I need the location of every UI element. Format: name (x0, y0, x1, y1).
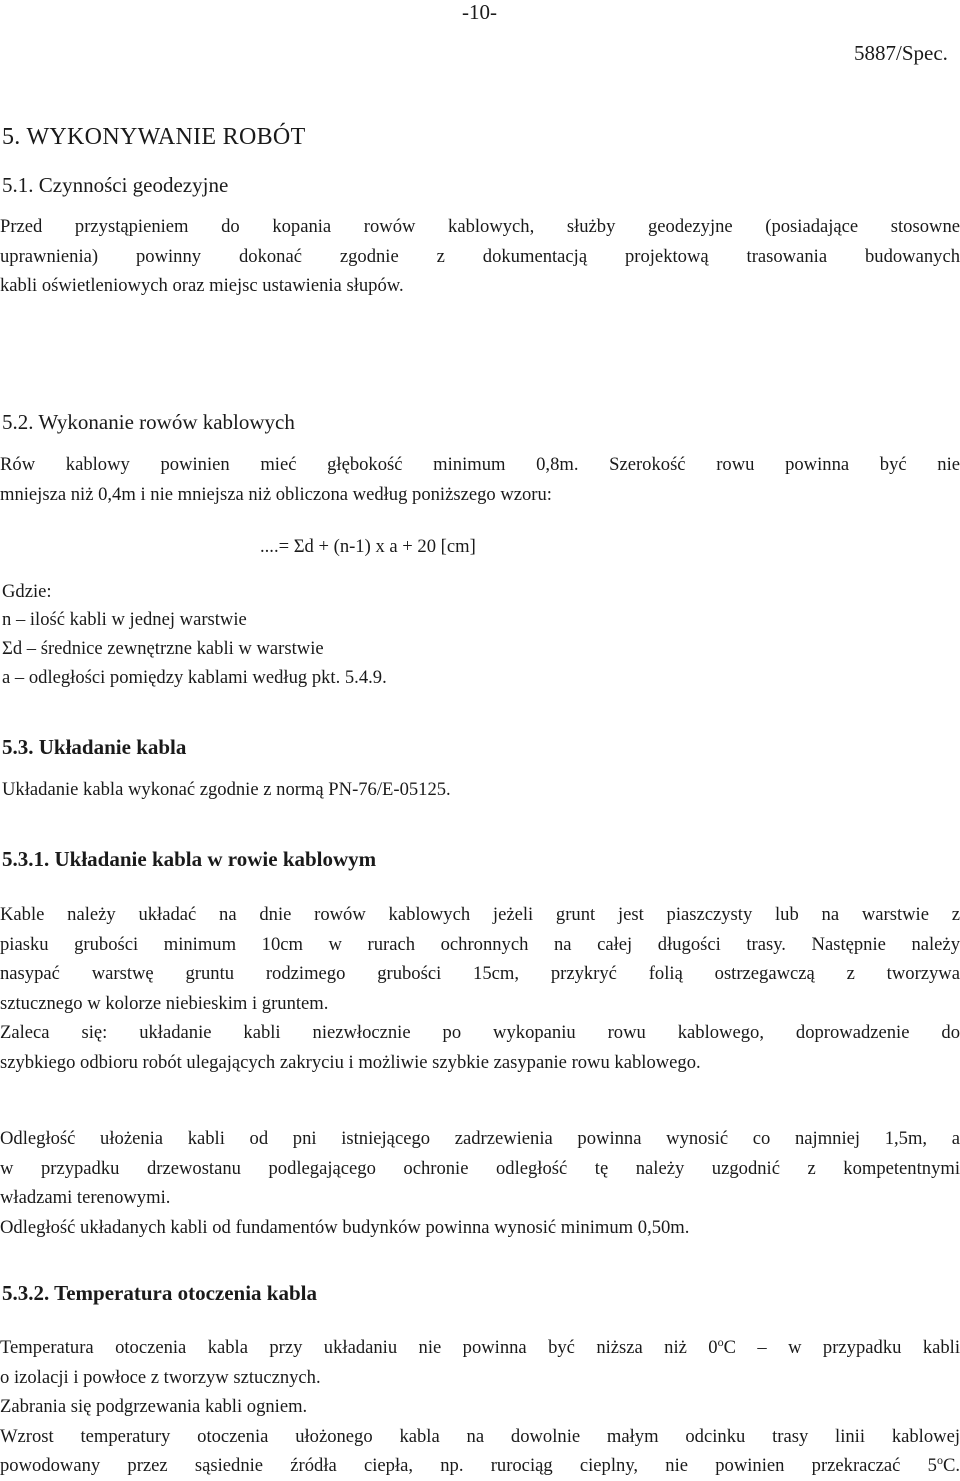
section-5-3-2-paragraph (0, 1333, 960, 1481)
text-line: szybkiego odbioru robót ulegających zakryciu i możliwie szybkie zasypanie rowu kablowego. (0, 1051, 701, 1073)
text-line (0, 1451, 960, 1481)
section-5-3-heading: 5.3. Układanie kabla (2, 735, 187, 759)
section-5-3-1-heading: 5.3.1. Układanie kabla w rowie kablowym (2, 847, 377, 871)
text-line (0, 1333, 960, 1363)
spec-code: 5887/Spec. (854, 41, 948, 65)
text-line: Odległość ułożenia kabli od pni istniejącego zadrzewienia powinna wynosić co najmniej 1,5m, a (0, 1128, 960, 1149)
text-line: w przypadku drzewostanu podlegającego ochronie odległość tę należy uzgodnić z kompetentnymi (0, 1157, 960, 1179)
text-line: o izolacji i powłoce z tworzyw sztucznych. (0, 1366, 321, 1388)
legend-item: n – ilość kabli w jednej warstwie (2, 609, 247, 630)
text-line: Kable należy układać na dnie rowów kablowych jeżeli grunt jest piaszczysty lub na warstwie z (0, 904, 960, 925)
section-5-3-1-paragraph-3 (0, 1124, 960, 1242)
text-fragment: Temperatura otoczenia kabla przy układaniu nie powinna być niższa niż 0 (0, 1337, 718, 1358)
legend-item: Σd – średnice zewnętrzne kabli w warstwie (2, 638, 324, 659)
text-line: sztucznego w kolorze niebieskim i gruntem. (0, 992, 329, 1014)
text-line: Zabrania się podgrzewania kabli ogniem. (0, 1396, 308, 1417)
text-line: uprawnienia) powinny dokonać zgodnie z dokumentacją projektową trasowania budowanych (0, 245, 960, 267)
text-line: Odległość układanych kabli od fundamentów budynków powinna wynosić minimum 0,50m. (0, 1216, 690, 1238)
superscript-degree: o (936, 1453, 943, 1467)
section-5-3-text: Układanie kabla wykonać zgodnie z normą PN-76/E-05125. (2, 779, 451, 800)
legend-item: a – odległości pomiędzy kablami według pkt. 5.4.9. (2, 667, 387, 688)
section-5-2-heading: 5.2. Wykonanie rowów kablowych (2, 410, 295, 434)
text-line: mniejsza niż 0,4m i nie mniejsza niż obliczona według poniższego wzoru: (0, 483, 552, 505)
text-line: Wzrost temperatury otoczenia ułożonego kabla na dowolnie małym odcinku trasy linii kablowej (0, 1425, 960, 1447)
text-line: władzami terenowymi. (0, 1187, 171, 1208)
formula: ....= Σd + (n-1) x a + 20 [cm] (260, 536, 476, 557)
superscript-degree: o (717, 1335, 724, 1349)
section-5-heading: 5. WYKONYWANIE ROBÓT (2, 124, 306, 150)
section-5-1-paragraph (0, 212, 960, 301)
text-line: Zaleca się: układanie kabli niezwłocznie po wykopaniu rowu kablowego, doprowadzenie do (0, 1022, 960, 1043)
text-line: kabli oświetleniowych oraz miejsc ustawienia słupów. (0, 275, 404, 296)
section-5-3-1-paragraph-1 (0, 900, 960, 1077)
text-line: Przed przystąpieniem do kopania rowów kablowych, służby geodezyjne (posiadające stosowne (0, 216, 960, 237)
text-fragment: C. (942, 1455, 960, 1476)
text-line: piasku grubości minimum 10cm w rurach ochronnych na całej długości trasy. Następnie należy (0, 933, 960, 955)
text-fragment: C – w przypadku kabli (723, 1337, 960, 1358)
page-number: -10- (462, 0, 497, 24)
text-line: nasypać warstwę gruntu rodzimego grubości 15cm, przykryć folią ostrzegawczą z tworzywa (0, 963, 960, 984)
section-5-3-2-heading: 5.3.2. Temperatura otoczenia kabla (2, 1281, 317, 1305)
section-5-1-heading: 5.1. Czynności geodezyjne (2, 173, 229, 197)
where-label: Gdzie: (2, 581, 52, 602)
text-fragment: powodowany przez sąsiednie źródła ciepła, np. rurociąg cieplny, nie powinien przekraczać 5 (0, 1455, 937, 1476)
text-line: Rów kablowy powinien mieć głębokość minimum 0,8m. Szerokość rowu powinna być nie (0, 454, 960, 475)
section-5-2-paragraph (0, 450, 960, 509)
